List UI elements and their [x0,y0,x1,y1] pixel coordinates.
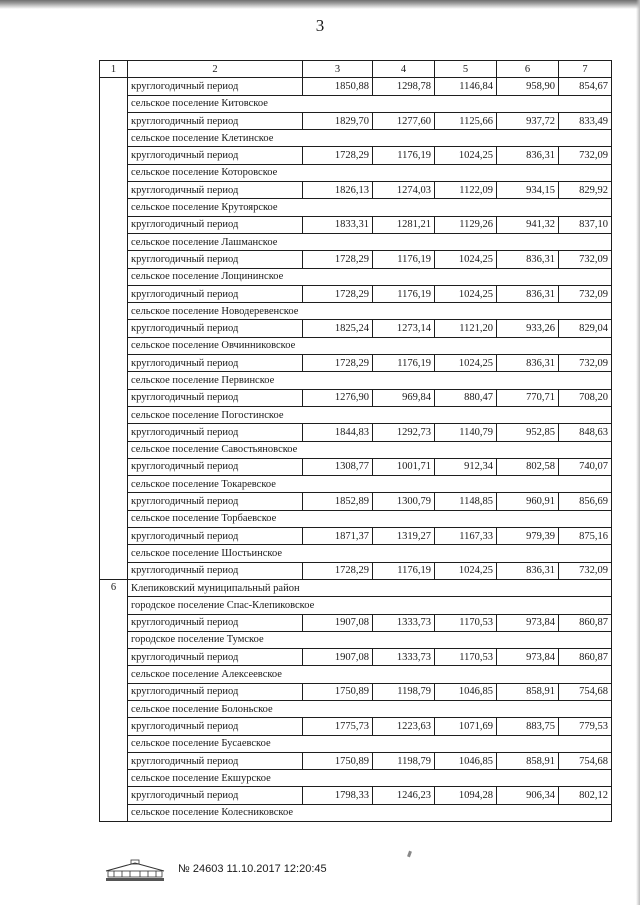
building-seal-icon [100,858,170,882]
period-label: круглогодичный период [128,614,303,631]
settlement-label: сельское поселение Колесниковское [128,804,612,821]
value-cell: 836,31 [497,285,559,302]
table-row [100,389,612,406]
value-cell: 933,26 [497,320,559,337]
section-row [100,130,612,147]
value-cell: 754,68 [559,683,612,700]
table-row [100,614,612,631]
settlement-label: Клепиковский муниципальный район [128,579,612,596]
value-cell: 1907,08 [303,649,373,666]
value-cell: 1333,73 [373,614,435,631]
value-cell: 1122,09 [435,182,497,199]
value-cell: 1176,19 [373,251,435,268]
period-label: круглогодичный период [128,493,303,510]
value-cell: 1198,79 [373,683,435,700]
value-cell: 732,09 [559,562,612,579]
value-cell: 860,87 [559,614,612,631]
section-row [100,372,612,389]
table-row [100,355,612,372]
settlement-label: сельское поселение Болоньское [128,700,612,717]
period-label: круглогодичный период [128,147,303,164]
value-cell: 1176,19 [373,285,435,302]
section-row [100,510,612,527]
value-cell: 754,68 [559,752,612,769]
value-cell: 1775,73 [303,718,373,735]
value-cell: 1176,19 [373,562,435,579]
value-cell: 1121,20 [435,320,497,337]
scan-edge-top [0,0,640,9]
section-row [100,337,612,354]
value-cell: 1176,19 [373,147,435,164]
value-cell: 1024,25 [435,562,497,579]
table-row [100,147,612,164]
period-label: круглогодичный период [128,562,303,579]
table-row [100,458,612,475]
value-cell: 937,72 [497,112,559,129]
value-cell: 1728,29 [303,251,373,268]
period-label: круглогодичный период [128,216,303,233]
table-row [100,424,612,441]
table-row [100,683,612,700]
value-cell: 1148,85 [435,493,497,510]
scan-mark [407,851,412,858]
section-row [100,164,612,181]
value-cell: 1024,25 [435,251,497,268]
section-row [100,770,612,787]
value-cell: 770,71 [497,389,559,406]
column-header: 7 [559,61,612,78]
settlement-label: сельское поселение Савостьяновское [128,441,612,458]
value-cell: 1276,90 [303,389,373,406]
value-cell: 836,31 [497,355,559,372]
value-cell: 1001,71 [373,458,435,475]
period-label: круглогодичный период [128,285,303,302]
value-cell: 860,87 [559,649,612,666]
table-row [100,493,612,510]
value-cell: 960,91 [497,493,559,510]
value-cell: 1125,66 [435,112,497,129]
settlement-label: сельское поселение Лашманское [128,233,612,250]
period-label: круглогодичный период [128,389,303,406]
settlement-label: городское поселение Тумское [128,631,612,648]
value-cell: 1024,25 [435,285,497,302]
table-row [100,216,612,233]
section-row [100,441,612,458]
value-cell: 1728,29 [303,285,373,302]
section-row [100,579,612,596]
table-body [100,61,612,822]
value-cell: 1750,89 [303,683,373,700]
table-row [100,752,612,769]
period-label: круглогодичный период [128,458,303,475]
value-cell: 1728,29 [303,147,373,164]
table-row [100,320,612,337]
settlement-label: сельское поселение Крутоярское [128,199,612,216]
section-row [100,735,612,752]
value-cell: 802,12 [559,787,612,804]
value-cell: 1826,13 [303,182,373,199]
page-number: 3 [315,16,325,35]
value-cell: 952,85 [497,424,559,441]
value-cell: 1140,79 [435,424,497,441]
period-label: круглогодичный период [128,718,303,735]
table-row [100,528,612,545]
period-label: круглогодичный период [128,112,303,129]
settlement-label: сельское поселение Клетинское [128,130,612,147]
value-cell: 1273,14 [373,320,435,337]
period-label: круглогодичный период [128,251,303,268]
value-cell: 740,07 [559,458,612,475]
section-row [100,476,612,493]
value-cell: 1852,89 [303,493,373,510]
settlement-label: сельское поселение Алексеевское [128,666,612,683]
period-label: круглогодичный период [128,355,303,372]
period-label: круглогодичный период [128,78,303,95]
value-cell: 973,84 [497,649,559,666]
value-cell: 1277,60 [373,112,435,129]
value-cell: 1319,27 [373,528,435,545]
column-header: 1 [100,61,128,78]
section-row [100,95,612,112]
value-cell: 880,47 [435,389,497,406]
column-header: 5 [435,61,497,78]
value-cell: 836,31 [497,562,559,579]
value-cell: 1292,73 [373,424,435,441]
section-row [100,268,612,285]
value-cell: 1024,25 [435,147,497,164]
section-row [100,597,612,614]
period-label: круглогодичный период [128,528,303,545]
section-row [100,700,612,717]
settlement-label: сельское поселение Погостинское [128,406,612,423]
value-cell: 1871,37 [303,528,373,545]
value-cell: 1728,29 [303,562,373,579]
settlement-label: сельское поселение Первинское [128,372,612,389]
value-cell: 941,32 [497,216,559,233]
period-label: круглогодичный период [128,683,303,700]
value-cell: 1146,84 [435,78,497,95]
tariff-table [99,60,612,822]
settlement-label: сельское поселение Овчинниковское [128,337,612,354]
section-row [100,545,612,562]
row-index [100,78,128,580]
value-cell: 732,09 [559,147,612,164]
value-cell: 732,09 [559,251,612,268]
value-cell: 1176,19 [373,355,435,372]
value-cell: 837,10 [559,216,612,233]
value-cell: 969,84 [373,389,435,406]
settlement-label: сельское поселение Екшурское [128,770,612,787]
section-row [100,199,612,216]
period-label: круглогодичный период [128,320,303,337]
settlement-label: сельское поселение Новодеревенское [128,303,612,320]
value-cell: 875,16 [559,528,612,545]
section-row [100,804,612,821]
value-cell: 854,67 [559,78,612,95]
table-row [100,718,612,735]
settlement-label: сельское поселение Шостьинское [128,545,612,562]
value-cell: 1850,88 [303,78,373,95]
column-header: 2 [128,61,303,78]
value-cell: 836,31 [497,251,559,268]
table-row [100,649,612,666]
section-row [100,233,612,250]
section-row [100,631,612,648]
value-cell: 708,20 [559,389,612,406]
table-row [100,787,612,804]
value-cell: 1844,83 [303,424,373,441]
value-cell: 1798,33 [303,787,373,804]
value-cell: 1281,21 [373,216,435,233]
value-cell: 883,75 [497,718,559,735]
value-cell: 1750,89 [303,752,373,769]
settlement-label: городское поселение Спас-Клепиковское [128,597,612,614]
value-cell: 858,91 [497,752,559,769]
value-cell: 1129,26 [435,216,497,233]
value-cell: 1333,73 [373,649,435,666]
value-cell: 1300,79 [373,493,435,510]
settlement-label: сельское поселение Лощининское [128,268,612,285]
column-header: 6 [497,61,559,78]
settlement-label: сельское поселение Торбаевское [128,510,612,527]
table-row [100,182,612,199]
value-cell: 858,91 [497,683,559,700]
scan-edge-right [636,0,640,905]
value-cell: 973,84 [497,614,559,631]
table-row [100,78,612,95]
value-cell: 848,63 [559,424,612,441]
value-cell: 732,09 [559,355,612,372]
column-header: 4 [373,61,435,78]
value-cell: 1833,31 [303,216,373,233]
settlement-label: сельское поселение Бусаевское [128,735,612,752]
table-row [100,112,612,129]
value-cell: 958,90 [497,78,559,95]
value-cell: 1170,53 [435,649,497,666]
value-cell: 1071,69 [435,718,497,735]
value-cell: 802,58 [497,458,559,475]
value-cell: 1046,85 [435,683,497,700]
section-row [100,666,612,683]
column-header: 3 [303,61,373,78]
value-cell: 1274,03 [373,182,435,199]
period-label: круглогодичный период [128,182,303,199]
value-cell: 1728,29 [303,355,373,372]
value-cell: 836,31 [497,147,559,164]
table-row [100,251,612,268]
value-cell: 732,09 [559,285,612,302]
value-cell: 829,92 [559,182,612,199]
value-cell: 1170,53 [435,614,497,631]
value-cell: 1167,33 [435,528,497,545]
value-cell: 912,34 [435,458,497,475]
value-cell: 1024,25 [435,355,497,372]
section-row [100,406,612,423]
table-row [100,285,612,302]
value-cell: 1094,28 [435,787,497,804]
settlement-label: сельское поселение Которовское [128,164,612,181]
value-cell: 779,53 [559,718,612,735]
period-label: круглогодичный период [128,649,303,666]
value-cell: 833,49 [559,112,612,129]
settlement-label: сельское поселение Токаревское [128,476,612,493]
value-cell: 1907,08 [303,614,373,631]
table-row [100,562,612,579]
row-index: 6 [100,579,128,821]
period-label: круглогодичный период [128,787,303,804]
value-cell: 1308,77 [303,458,373,475]
section-row [100,303,612,320]
value-cell: 1246,23 [373,787,435,804]
value-cell: 1223,63 [373,718,435,735]
value-cell: 979,39 [497,528,559,545]
value-cell: 1829,70 [303,112,373,129]
registration-stamp: № 24603 11.10.2017 12:20:45 [178,863,327,875]
value-cell: 829,04 [559,320,612,337]
value-cell: 856,69 [559,493,612,510]
value-cell: 906,34 [497,787,559,804]
period-label: круглогодичный период [128,424,303,441]
value-cell: 1298,78 [373,78,435,95]
document-footer [100,858,400,882]
settlement-label: сельское поселение Китовское [128,95,612,112]
value-cell: 934,15 [497,182,559,199]
header-row [100,61,612,78]
value-cell: 1825,24 [303,320,373,337]
value-cell: 1046,85 [435,752,497,769]
value-cell: 1198,79 [373,752,435,769]
period-label: круглогодичный период [128,752,303,769]
